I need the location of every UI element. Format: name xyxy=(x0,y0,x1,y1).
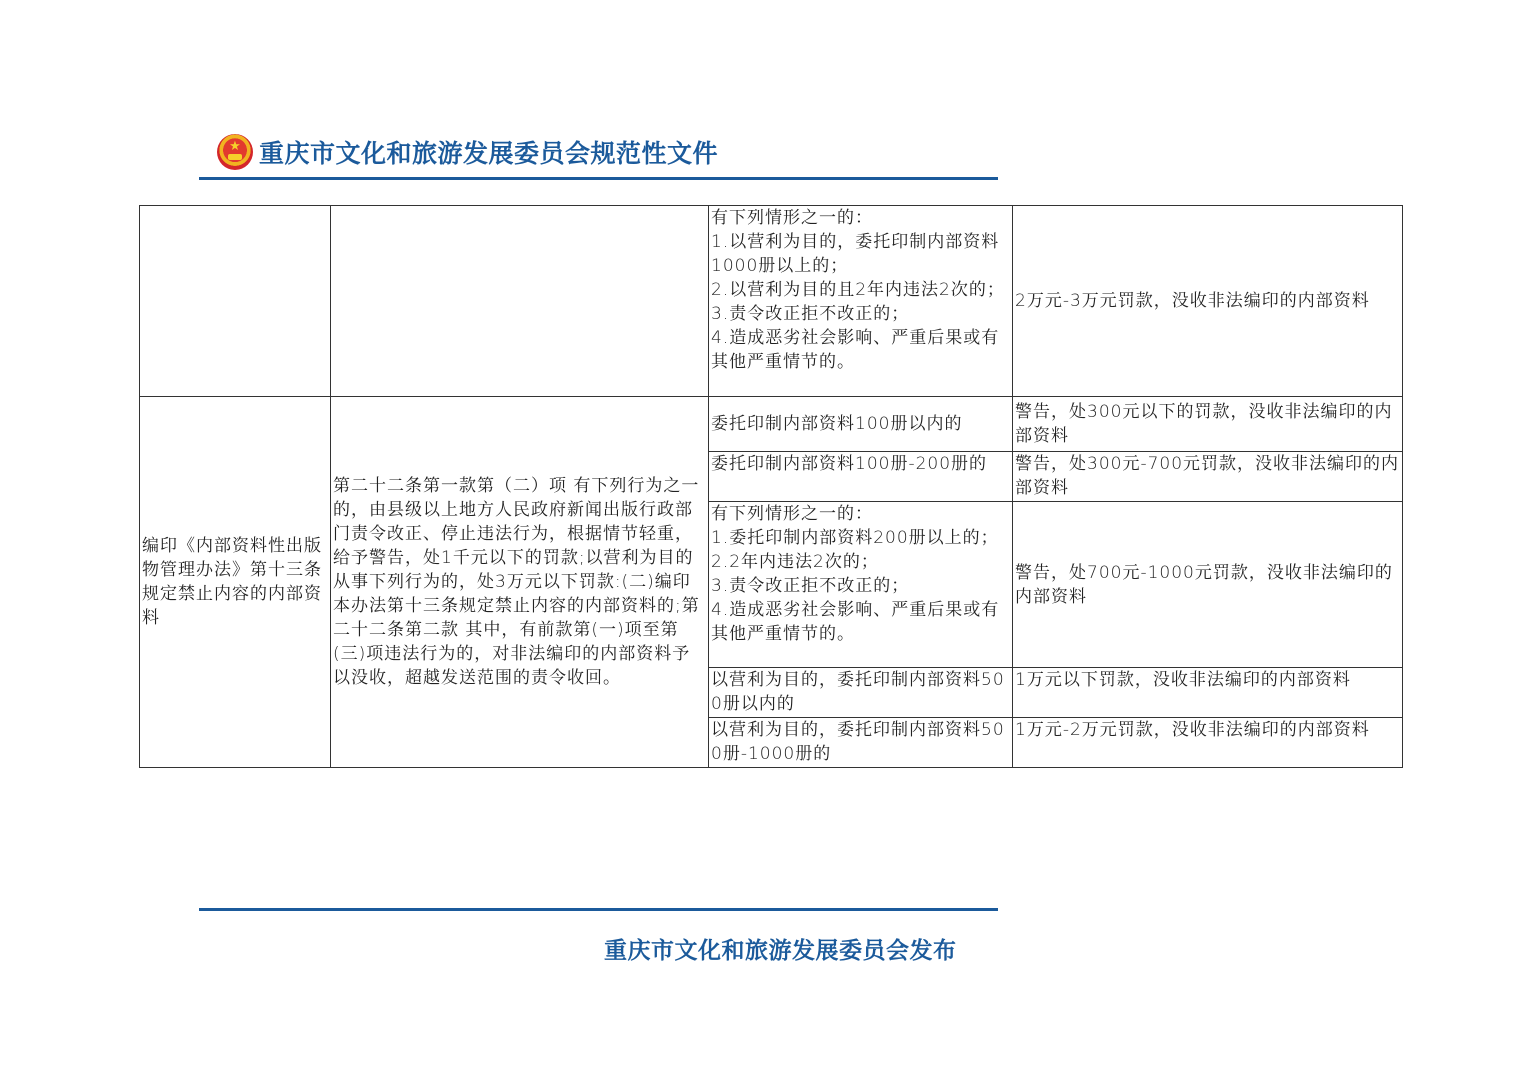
penalty-cell: 警告，处700元-1000元罚款，没收非法编印的内部资料 xyxy=(1013,502,1403,668)
table-row xyxy=(140,206,1403,397)
penalty-cell: 1万元以下罚款，没收非法编印的内部资料 xyxy=(1013,668,1403,718)
circumstance-cell: 以营利为目的，委托印制内部资料500册-1000册的 xyxy=(709,718,1013,768)
table-row xyxy=(140,397,1403,452)
violation-cell: 编印《内部资料性出版物管理办法》第十三条规定禁止内容的内部资料 xyxy=(140,397,331,768)
footer-rule xyxy=(199,908,998,911)
penalty-table xyxy=(139,205,1403,768)
basis-cell xyxy=(331,206,709,397)
penalty-cell: 1万元-2万元罚款，没收非法编印的内部资料 xyxy=(1013,718,1403,768)
penalty-cell: 警告，处300元-700元罚款，没收非法编印的内部资料 xyxy=(1013,452,1403,502)
footer-publisher: 重庆市文化和旅游发展委员会发布 xyxy=(604,937,957,964)
national-emblem-icon: ★ xyxy=(217,134,253,170)
penalty-cell: 2万元-3万元罚款，没收非法编印的内部资料 xyxy=(1013,206,1403,397)
document-header xyxy=(217,132,718,172)
basis-cell: 第二十二条第一款第（二）项 有下列行为之一的，由县级以上地方人民政府新闻出版行政部门责令改正、停止违法行为，根据情节轻重，给予警告，处1千元以下的罚款;以营利为目的从事下列行为的，处3万元以下罚款:(二)编印本办法第十三条规定禁止内容的内部资料的;第二十二条第二款 其中，有前款第(一)项至第(三)项违法行为的，对非法编印的内部资料予以没收，超越发送范围的责令收回。 xyxy=(331,397,709,768)
circumstance-cell: 有下列情形之一的： 1.以营利为目的，委托印制内部资料1000册以上的； 2.以营利为目的且2年内违法2次的； 3.责令改正拒不改正的； 4.造成恶劣社会影响、严重后果或有其他严重情节的。 xyxy=(709,206,1013,397)
circumstance-cell: 以营利为目的，委托印制内部资料500册以内的 xyxy=(709,668,1013,718)
circumstance-cell: 有下列情形之一的： 1.委托印制内部资料200册以上的； 2.2年内违法2次的； 3.责令改正拒不改正的； 4.造成恶劣社会影响、严重后果或有其他严重情节的。 xyxy=(709,502,1013,668)
circumstance-cell: 委托印制内部资料100册以内的 xyxy=(709,397,1013,452)
circumstance-cell: 委托印制内部资料100册-200册的 xyxy=(709,452,1013,502)
header-rule xyxy=(199,177,998,180)
violation-cell xyxy=(140,206,331,397)
penalty-cell: 警告，处300元以下的罚款，没收非法编印的内部资料 xyxy=(1013,397,1403,452)
header-title: 重庆市文化和旅游发展委员会规范性文件 xyxy=(259,139,719,168)
